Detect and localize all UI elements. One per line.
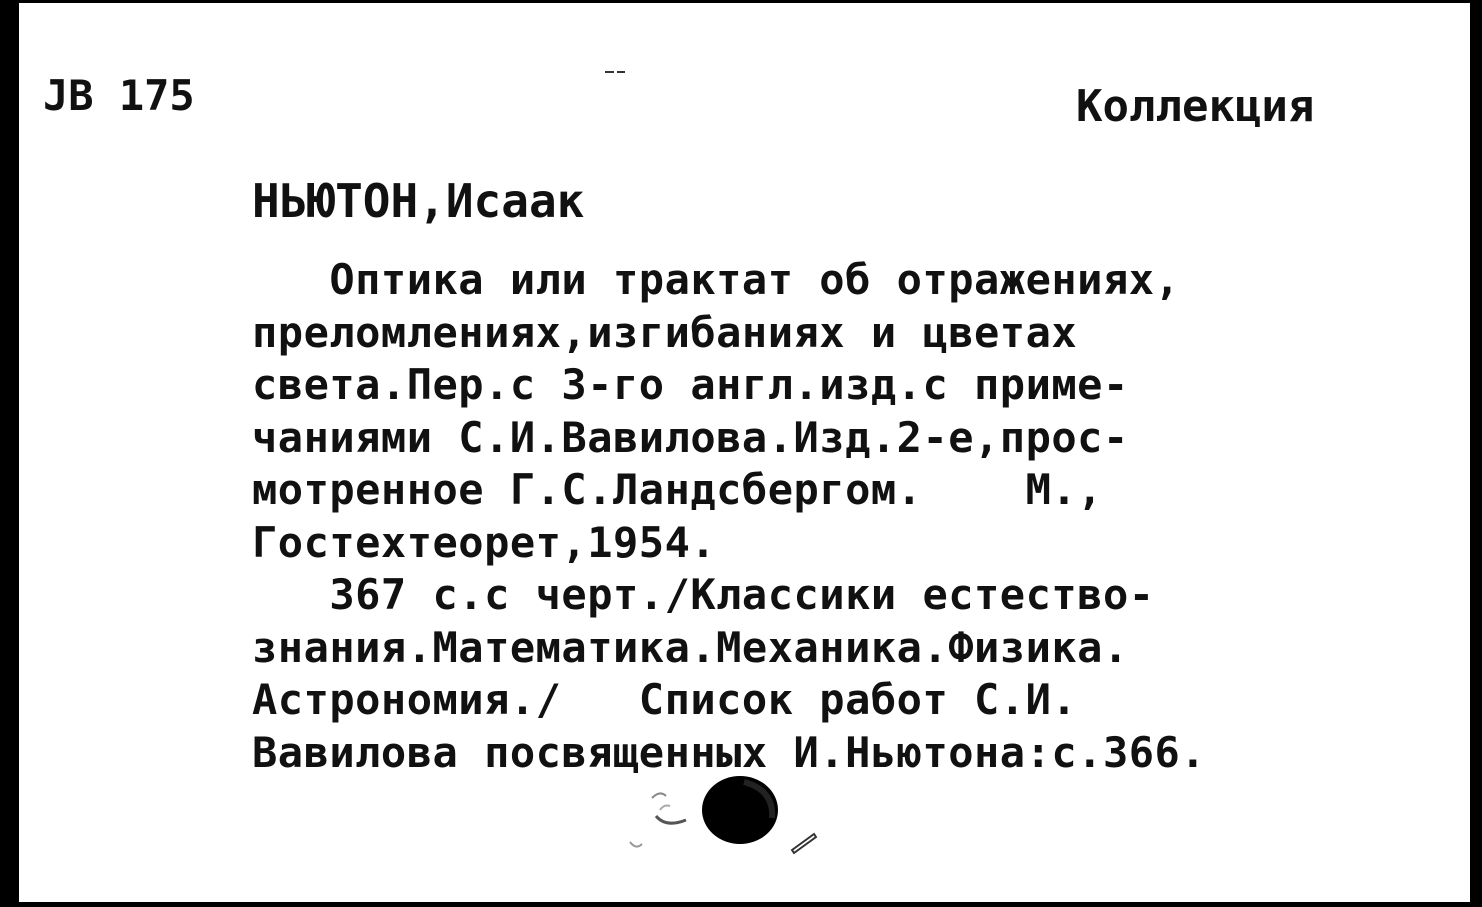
description-line: Вавилова посвященных И.Ньютона:с.366. <box>252 727 1207 777</box>
bibliographic-description <box>252 254 1382 779</box>
description-line: 367 с.с черт./Классики естество- <box>252 570 1155 619</box>
description-line: чаниями С.И.Вавилова.Изд.2-е,прос- <box>252 412 1129 462</box>
description-line: Астрономия./ Список работ С.И. <box>252 675 1078 724</box>
description-line: мотренное Г.С.Ландсбергом. М., <box>252 465 1103 514</box>
punch-hole-mark <box>612 770 832 860</box>
description-line: света.Пер.с 3-го англ.изд.с приме- <box>252 360 1129 409</box>
description-line: Гостехтеорет,1954. <box>252 517 717 567</box>
ink-speck <box>605 70 625 74</box>
collection-label: Коллекция <box>1076 81 1315 132</box>
description-line: знания.Математика.Механика.Физика. <box>252 622 1129 672</box>
author-heading: НЬЮТОН,Исаак <box>252 174 585 228</box>
description-line: преломлениях,изгибаниях и цветах <box>252 307 1078 357</box>
call-number: JB 175 <box>43 71 195 120</box>
description-line: Оптика или трактат об отражениях, <box>252 255 1181 304</box>
